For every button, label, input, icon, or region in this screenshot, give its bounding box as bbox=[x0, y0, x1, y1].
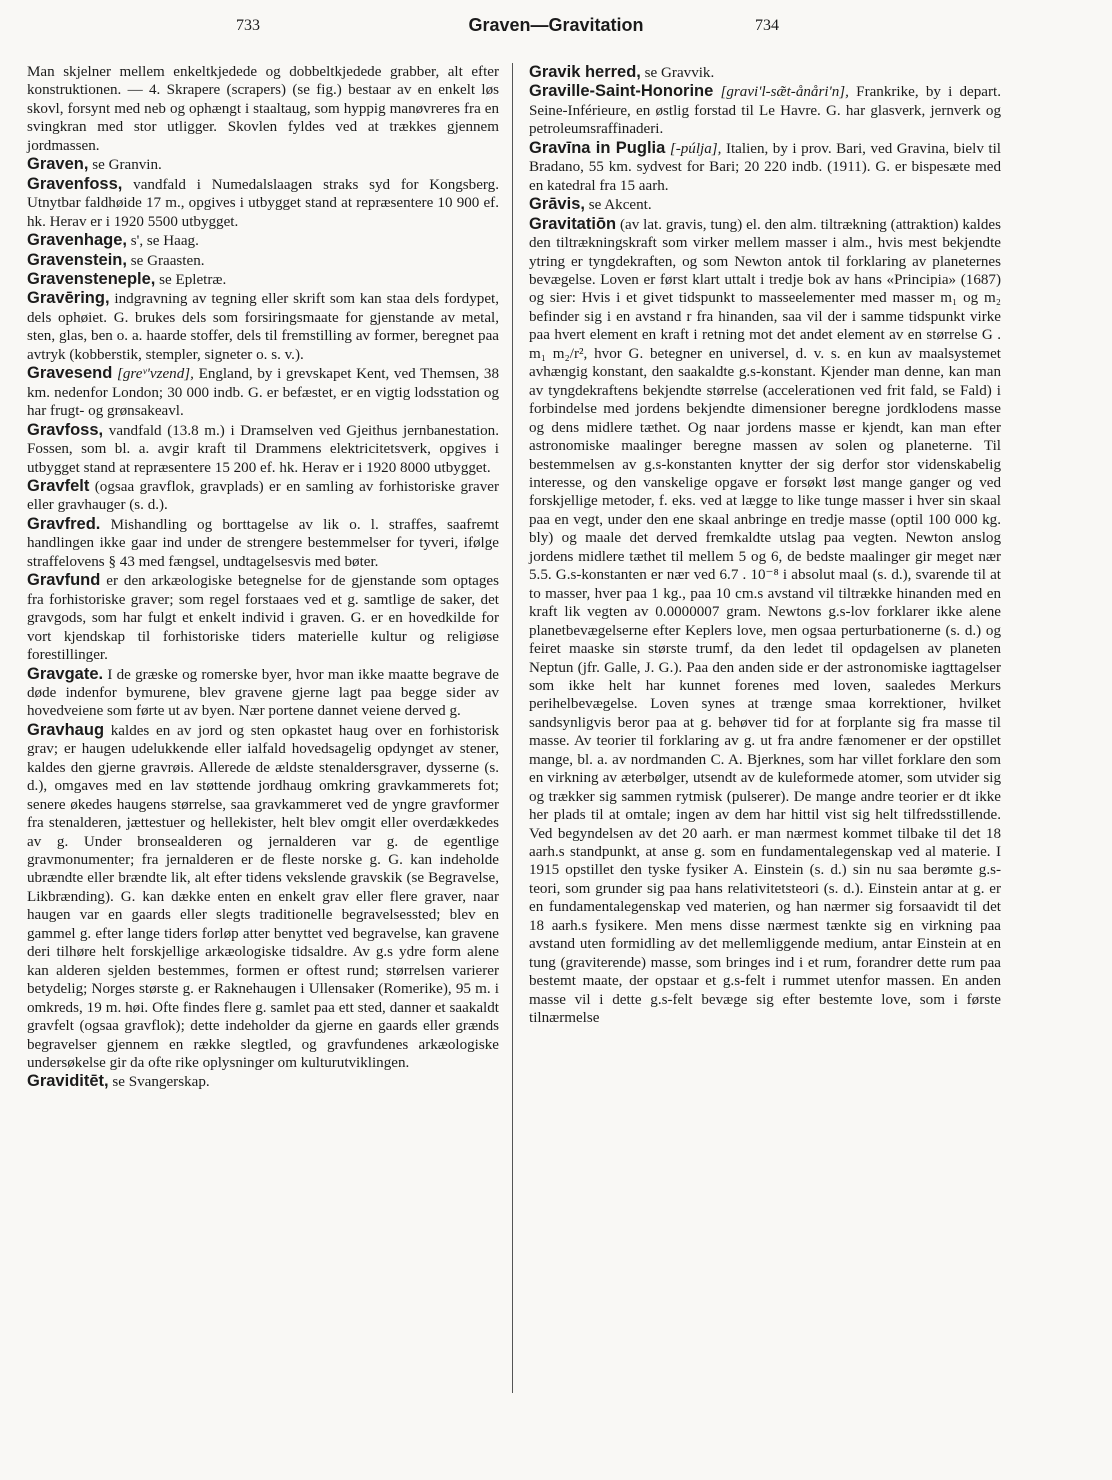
entry-headword: Graviditēt, bbox=[27, 1072, 109, 1091]
entry bbox=[27, 155, 499, 174]
entry-headword: Gravenhage, bbox=[27, 231, 127, 250]
entry bbox=[27, 231, 499, 250]
entry bbox=[27, 571, 499, 664]
page-number-right: 734 bbox=[755, 17, 779, 34]
entry-pronunciation: [gravi'l-sæ̃t-ånåri'n], bbox=[720, 84, 849, 101]
entry-text: s', se Haag. bbox=[130, 233, 199, 250]
entry-text: se Epletræ. bbox=[159, 271, 227, 288]
entry-headword: Gravhaug bbox=[27, 720, 105, 739]
entry-text: se Svangerskap. bbox=[112, 1074, 210, 1091]
entry bbox=[27, 63, 499, 155]
entry-headword: Gravfoss, bbox=[27, 420, 104, 439]
entry bbox=[27, 515, 499, 571]
entry bbox=[27, 421, 499, 477]
entry-headword: Gravesend bbox=[27, 364, 113, 383]
entry-text: indgravning av tegning eller skrift som kan staa dels fordypet, dels ophøiet. G. brukes dels som forsiringsmaate for gjenstande av metal, sten, glas, ben o. a. haarde stoffer, dels til fremstilling av former, beregnet paa avtryk (kobberstik, stempler, signeter o. s. v.). bbox=[27, 291, 499, 363]
running-head: Graven—Gravitation bbox=[468, 15, 644, 35]
entry-headword: Gravēring, bbox=[27, 289, 110, 308]
entry-text: se Akcent. bbox=[588, 197, 652, 214]
entry bbox=[27, 665, 499, 721]
entry-text: vandfald (13.8 m.) i Dramselven ved Gjeithus jernbanestation. Fossen, som bl. a. avgir kraft til Drammens elektricitetsverk, opgives i utbygget stand at repræsentere 15 200 ef. hk. Herav er i 1920 8000 utbygget. bbox=[27, 422, 499, 476]
entry-text: Mishandling og borttagelse av lik o. l. straffes, saafremt handlingen ikke gaar ind under de strengere bestemmelser for tyveri, ifølge straffelovens § 43 med fængsel, undtagelsesvis med bøter. bbox=[27, 516, 499, 570]
entry-text: se Gravvik. bbox=[644, 65, 715, 81]
entry bbox=[27, 270, 499, 289]
entry bbox=[27, 1072, 499, 1091]
entry-text: se Granvin. bbox=[92, 157, 162, 174]
entry-text: er den arkæologiske betegnelse for de gjenstande som optages fra forhistoriske graver; som regel forstaaes ved et g. samtlige de saker, det gravgods, som har fulgt et enkelt individ i graven. G. er en hovedkilde for vort kjendskap til forhistoriske tiders materielle kultur og religiøse forestillinger. bbox=[27, 573, 499, 664]
entry-headword: Gravenfoss, bbox=[27, 174, 123, 193]
entry-text: Frankrike, by i depart. Seine-Inférieure, en østlig forstad til Le Havre. G. har glasverk, jernverk og petroleumsraffinaderi. bbox=[529, 84, 1001, 138]
entry-headword: Gravīna in Puglia bbox=[529, 138, 666, 157]
entry-text: vandfald i Numedalslaagen straks syd for Kongsberg. Utnytbar faldhøide 17 m., opgives i utbygget stand at repræsentere 10 900 ef. hk. Herav er i 1920 5500 utbygget. bbox=[27, 176, 499, 230]
entry bbox=[529, 82, 1001, 138]
entry-headword: Gravensteneple, bbox=[27, 269, 156, 288]
entry-text: (ogsaa gravflok, gravplads) er en samling av forhistoriske graver eller gravhauger (s. d.). bbox=[27, 478, 499, 514]
entry-headword: Gravenstein, bbox=[27, 250, 127, 269]
entry-headword: Gravik herred, bbox=[529, 63, 641, 81]
entry bbox=[27, 364, 499, 420]
entry bbox=[27, 251, 499, 270]
entry-text: England, by i grevskapet Kent, ved Themsen, 38 km. nedenfor London; 30 000 indb. G. er befæstet, er en vigtig lodsstation og har frugt- og grønsakeavl. bbox=[27, 366, 500, 420]
entry-headword: Grāvis, bbox=[529, 195, 585, 214]
entry-text: I de græske og romerske byer, hvor man ikke maatte begrave de døde indenfor bymurene, blev gravene gjerne lagt paa begge sider av hovedveiene som førte ut av byen. Nær portene dannet veiene derved g. bbox=[27, 666, 499, 720]
entry-headword: Graven, bbox=[27, 155, 89, 174]
entry bbox=[529, 215, 1001, 1028]
entry-headword: Gravgate. bbox=[27, 664, 104, 683]
right-column bbox=[529, 63, 1001, 1028]
entry-pronunciation: [greᵛ'vzend], bbox=[117, 366, 194, 383]
entry-text: Man skjelner mellem enkeltkjedede og dobbeltkjedede grabber, alt efter konstruktionen. — 4. Skrapere (scrapers) (se fig.) bestaar av en enkelt løs skovl, forsynt med neb og ophængt i staaltaug, som hyppig manøvreres fra en svingkran med stor utligger. Skovlen fyldes ved at trækkes gjennem jordmassen. bbox=[27, 64, 499, 154]
entry-text: se Graasten. bbox=[130, 252, 205, 269]
entry bbox=[27, 289, 499, 364]
entry bbox=[529, 139, 1001, 195]
entry-headword: Gravfred. bbox=[27, 514, 101, 533]
left-column bbox=[27, 63, 499, 1092]
entry-headword: Gravfelt bbox=[27, 476, 90, 495]
entry bbox=[27, 477, 499, 515]
entry bbox=[27, 721, 499, 1073]
entry bbox=[27, 175, 499, 231]
entry-pronunciation: [-púlja], bbox=[669, 140, 722, 157]
entry-headword: Gravitatiōn bbox=[529, 214, 617, 233]
entry-text: Italien, by i prov. Bari, ved Gravina, bielv til Bradano, 55 km. sydvest for Bari; 20 220 indb. (1911). G. er bispesæte med en katedral fra 15 aarh. bbox=[529, 140, 1001, 194]
column-rule bbox=[512, 63, 513, 1393]
entry-text: (av lat. gravis, tung) el. den alm. tiltrækning (attraktion) kaldes den tiltrækningskraft som virker mellem masser i alm., hvis mest bekjendte ytring er tyngdekraften, og som Newton antok til forklaring av planeternes bevægelse. Loven er først klart uttalt i tredje bok av hans «Principia» (1687) og sier: Hvis i et givet tidspunkt to masseelementer med masser m₁ og m₂ befinder sig i en avstand r fra hinanden, saa vil der i samme tidspunkt virke paa hvert element en kraft i retning mot det andet element av en størrelse G . m₁ m₂/r², hvor G. betegner en universel, d. v. s. en kun av maalsystemet avhængig konstant, den saakaldte g.s-konstant. Kjender man denne, kan man av tyngdekraftens bekjendte størrelse (accelerationen ved frit fald, se Fald) i forbindelse med jordens bekjendte dimensioner beregne jordklodens masse og dens midlere tæthet. Og naar jordens masse er kjendt, kan man efter astronomiske maalinger beregne massen av solen og planeterne. Til bestemmelsen av g.s-konstanten knytter der sig derfor stor videnskabelig interesse, og den vanskelige opgave er forsøkt løst mange ganger og ved forskjellige metoder, f. eks. ved at lægge to like tunge masser i hver sin skaal paa en vegt, under den ene skaal anbringe en tredje masse (optil 100 000 kg. bly) og maale det derved fremkaldte utslag paa vegten. Newton anslog jordens midlere tæthet til mellem 5 og 6, de bedste maalinger gir meget nær 5.5. G.s-konstanten er nær ved 6.7 . 10⁻⁸ i absolut maal (s. d.), svarende til at to masser, hver paa 1 kg., paa 10 cm.s avstand vil tiltrække hinanden med en kraft lik vegten av 0.0000007 gram. Newtons g.s-lov forklarer ikke alene planetbevægelserne efter Keplers love, men ogsaa perturbationerne (s. d.) og feiret maaske sin største trumf, da den ledet til opdagelsen av planeten Neptun (jfr. Galle, J. G.). Paa den anden side er der astronomiske iagttagelser som ikke helt har kunnet forenes med loven, saaledes Merkurs perihelbevægelse. Loven synes at trænge smaa korrektioner, hvilket sandsynligvis beror paa at g. behøver tid for at forplante sig fra masse til masse. Av teorier til forklaring av g. ut fra andre fænomener er der opstillet mange, bl. a. av nordmanden C. A. Bjerknes, som har villet forklare den som en virkning av æterbølger, utsendt av de kuleformede atomer, som utvider sig og trækker sig sammen rytmisk (pulserer). De mange andre teorier er dt ikke her plads til at omtale; ingen av dem har hittil vist sig helt tilfredsstillende. Ved begyndelsen av det 20 aarh. er man nærmest kommet tilbake til det 18 aarh.s standpunkt, at anse g. som en fundamentalegenskap ved al materie. I 1915 opstillet den tyske fysiker A. Einstein (s. d.) sin nu saa berømte g.s-teori, som grunder sig paa hans relativitetsteori (s. d.). Einstein antar at g. er en fundamentalegenskap ved materien, og han nærmer sig forsaavidt til det 18 aarh.s fysikere. Men mens disse nærmest tænkte sig en virkning paa avstand uten formidling av det mellemliggende medium, antar Einstein at en tung (graviterende) masse, som bringes ind i et rum, forandrer dette rum paa bestemt maate, der opstaar et g.s-felt i rummet utenfor massen. En anden masse vil i dette g.s-felt bevæge sig efter bestemte love, som i første tilnærmelse bbox=[529, 216, 1001, 1027]
page-number-left: 733 bbox=[236, 17, 260, 34]
entry-text: kaldes en av jord og sten opkastet haug over en forhistorisk grav; er haugen udelukkende eller ialfald hovedsagelig opdynget av stener, kaldes den gjerne gravrøis. Allerede de ældste stenaldersgraver, dysserne (s. d.), omgaves med en lav støttende jordhaug omkring gravkammerets fot; senere økedes haugens størrelse, saa gravkammeret ved de yngre gravformer fra stenalderen, jættestuer og hellekister, helt blev omgit eller overdækkedes av g. Under bronsealderen og jernalderen var g. de egentlige gravmonumenter; fra jernalderen er de fleste norske g. G. kan indeholde ubrændte eller brændte lik, alt efter tidens vekslende gravskik (se Begravelse, Likbrænding). G. kan dække enten en enkelt grav eller flere graver, naar haugen var en gaards eller slegts traditionelle begravelsessted; blev en gammel g. efter lange tiders forløp atter benyttet ved begravelse, kan gravene deri tilhøre helt forskjellige arkæologiske tidsaldre. Av g.s ydre form alene kan alderen sjelden bestemmes, formen er oftest rund; størrelsen varierer betydelig; Norges største g. er Raknehaugen i Ullensaker (Romerike), 95 m. i omkreds, 19 m. høi. Ofte findes flere g. samlet paa ett sted, danner et saakaldt gravfelt (ogsaa gravflok); dette indeholder da gjerne en gaards eller grænds begravelser gjennem en række slegtled, og gravfundenes arkæologiske undersøkelse gir da ofte rike oplysninger om kulturutviklingen. bbox=[27, 722, 499, 1072]
entry-headword: Graville-Saint-Honorine bbox=[529, 82, 714, 101]
entry bbox=[529, 195, 1001, 214]
entry-headword: Gravfund bbox=[27, 571, 101, 590]
entry bbox=[529, 63, 1001, 82]
